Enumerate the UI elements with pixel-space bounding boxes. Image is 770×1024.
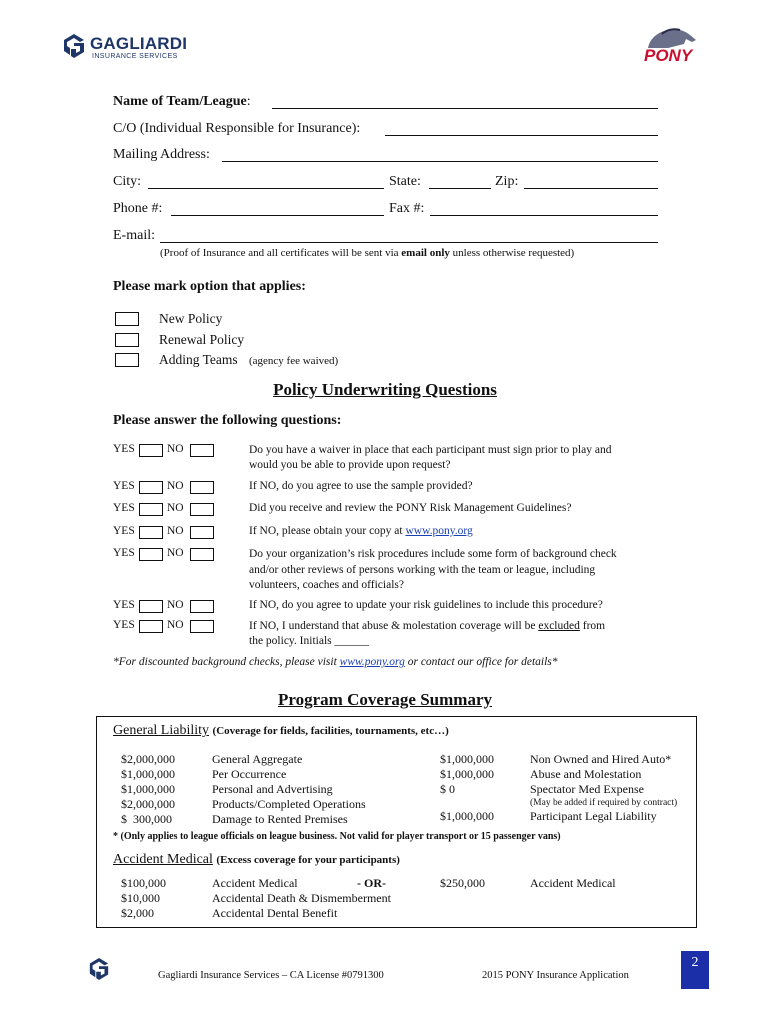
gl-right-descriptions: Non Owned and Hired Auto* Abuse and Molestation Spectator Med Expense (May be added if required by contract) Participant Legal Liability <box>530 752 678 823</box>
q4-no-box[interactable] <box>190 526 214 539</box>
gl-note: * (Only applies to league officials on league business. Not valid for player transport or 15 passenger vans) <box>113 831 561 842</box>
am-or-label: - OR- <box>357 876 386 890</box>
q3-yes-box[interactable] <box>139 503 163 516</box>
gl-heading: General Liability (Coverage for fields, facilities, tournaments, etc…) <box>113 723 449 738</box>
q6-text: If NO, do you agree to update your risk guidelines to include this procedure? <box>249 599 603 611</box>
q4-text: If NO, please obtain your copy at www.pony.org <box>249 525 473 537</box>
q2-text: If NO, do you agree to use the sample provided? <box>249 480 473 492</box>
am-heading: Accident Medical (Excess coverage for your participants) <box>113 852 400 867</box>
q1-yes-box[interactable] <box>139 444 163 457</box>
adding-teams-note: (agency fee waived) <box>249 355 339 367</box>
am-left-descriptions: Accident Medical Accidental Death & Dismemberment Accidental Dental Benefit <box>212 876 391 920</box>
q1-no-box[interactable] <box>190 444 214 457</box>
q7-yes-label: YES <box>113 619 135 631</box>
q7-yes-box[interactable] <box>139 620 163 633</box>
q5-yes-label: YES <box>113 547 135 559</box>
company-name: GAGLIARDI <box>90 34 188 53</box>
zip-label: Zip: <box>495 174 519 189</box>
q3-no-box[interactable] <box>190 503 214 516</box>
q5-yes-box[interactable] <box>139 548 163 561</box>
q3-no-label: NO <box>167 502 184 514</box>
company-sub: INSURANCE SERVICES <box>92 53 178 60</box>
background-check-footnote: *For discounted background checks, please visit www.pony.org or contact our office for details* <box>113 656 558 668</box>
gl-left-amounts: $2,000,000 $1,000,000 $1,000,000 $2,000,000 $ 300,000 <box>121 752 175 826</box>
renewal-policy-label: Renewal Policy <box>159 332 245 347</box>
q6-no-box[interactable] <box>190 600 214 613</box>
footer-left: Gagliardi Insurance Services – CA License #0791300 <box>158 970 384 981</box>
q4-no-label: NO <box>167 525 184 537</box>
q2-no-box[interactable] <box>190 481 214 494</box>
q3-yes-label: YES <box>113 502 135 514</box>
fax-label: Fax #: <box>389 201 425 216</box>
q1-no-label: NO <box>167 443 184 455</box>
q6-no-label: NO <box>167 599 184 611</box>
q6-yes-label: YES <box>113 599 135 611</box>
co-label: C/O (Individual Responsible for Insurance): <box>113 121 361 136</box>
q4-yes-label: YES <box>113 525 135 537</box>
mailing-field[interactable] <box>222 161 658 162</box>
phone-field[interactable] <box>171 215 384 216</box>
gagliardi-logo-icon <box>62 33 86 59</box>
q7-no-label: NO <box>167 619 184 631</box>
footer-right: 2015 PONY Insurance Application <box>482 970 629 981</box>
adding-teams-label: Adding Teams <box>159 352 238 367</box>
fax-field[interactable] <box>430 215 658 216</box>
renewal-policy-checkbox[interactable] <box>115 333 139 347</box>
state-label: State: <box>389 174 421 189</box>
phone-label: Phone #: <box>113 201 163 216</box>
q2-yes-box[interactable] <box>139 481 163 494</box>
q5-no-box[interactable] <box>190 548 214 561</box>
gl-left-descriptions: General Aggregate Per Occurrence Personal and Advertising Products/Completed Operations Damage to Rented Premises <box>212 752 366 826</box>
q5-text: Do your organization’s risk procedures include some form of background check and/or other reviews of persons working with the team or league, including volunteers, coaches and officials? <box>249 548 617 591</box>
gagliardi-logo <box>62 32 192 62</box>
page-number: 2 <box>681 951 709 989</box>
state-field[interactable] <box>429 188 491 189</box>
q4-yes-box[interactable] <box>139 526 163 539</box>
q3-text: Did you receive and review the PONY Risk Management Guidelines? <box>249 502 572 514</box>
city-field[interactable] <box>148 188 384 189</box>
team-field[interactable] <box>272 108 658 109</box>
q6-yes-box[interactable] <box>139 600 163 613</box>
mailing-label: Mailing Address: <box>113 147 210 162</box>
footnote-pony-link[interactable]: www.pony.org <box>339 656 405 668</box>
am-right-description: Accident Medical <box>530 876 616 890</box>
underwriting-subheading: Please answer the following questions: <box>113 413 342 428</box>
adding-teams-checkbox[interactable] <box>115 353 139 367</box>
q7-text: If NO, I understand that abuse & molestation coverage will be excluded from the policy. Initials ______ <box>249 620 606 647</box>
email-label: E-mail: <box>113 228 155 243</box>
q1-yes-label: YES <box>113 443 135 455</box>
zip-field[interactable] <box>524 188 658 189</box>
options-heading: Please mark option that applies: <box>113 279 306 294</box>
email-field[interactable] <box>160 242 658 243</box>
underwriting-title: Policy Underwriting Questions <box>273 380 497 399</box>
new-policy-checkbox[interactable] <box>115 312 139 326</box>
pony-link[interactable]: www.pony.org <box>405 525 473 537</box>
q7-no-box[interactable] <box>190 620 214 633</box>
am-left-amounts: $100,000 $10,000 $2,000 <box>121 876 166 920</box>
pony-wordmark: PONY <box>644 46 693 65</box>
q1-text: Do you have a waiver in place that each participant must sign prior to play and would you be able to provide upon request? <box>249 444 612 471</box>
pony-logo <box>640 26 702 66</box>
email-note: (Proof of Insurance and all certificates will be sent via email only unless otherwise requested) <box>160 247 575 259</box>
q2-yes-label: YES <box>113 480 135 492</box>
city-label: City: <box>113 174 142 189</box>
co-field[interactable] <box>385 135 658 136</box>
q5-no-label: NO <box>167 547 184 559</box>
new-policy-label: New Policy <box>159 311 223 326</box>
footer-logo-icon <box>88 957 110 981</box>
coverage-title: Program Coverage Summary <box>277 690 493 709</box>
gl-right-amounts: $1,000,000 $1,000,000 $ 0 $1,000,000 <box>440 752 494 823</box>
team-label: Name of Team/League: <box>113 94 251 109</box>
q2-no-label: NO <box>167 480 184 492</box>
am-right-amount: $250,000 <box>440 876 485 890</box>
